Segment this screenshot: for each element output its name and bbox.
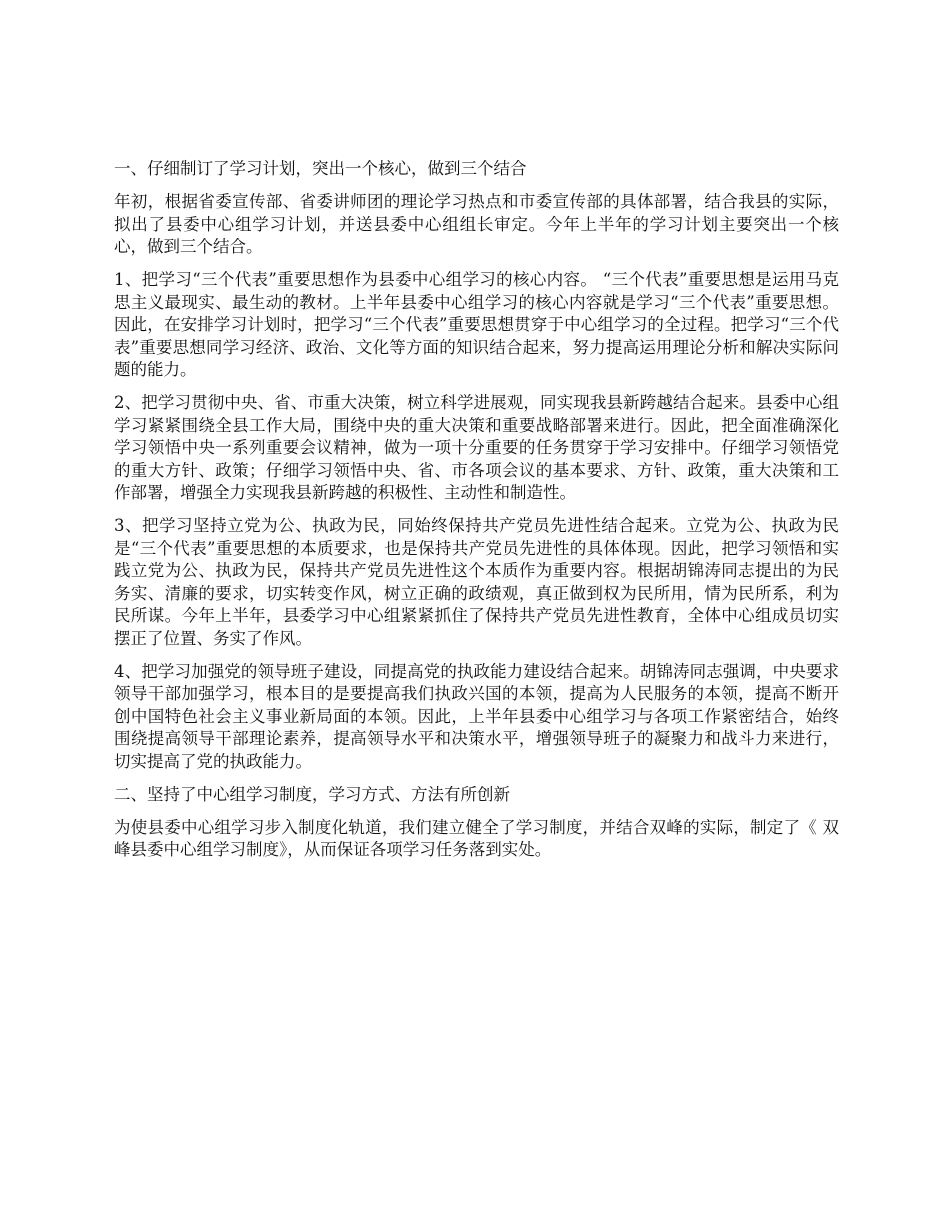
section-heading-2: 二、坚持了中心组学习制度，学习方式、方法有所创新 [114, 784, 510, 804]
paragraph-point-4: 4、把学习加强党的领导班子建设，同提高党的执政能力建设结合起来。胡锦涛同志强调，中央要求领导干部加强学习，根本目的是要提高我们执政兴国的本领，提高为人民服务的本领，提高不断开创中国特色社会主义事业新局面的本领。因此，上半年县委中心组学习与各项工作紧密结合，始终围绕提高领导干部理论素养，提高领导水平和决策水平，增强领导班子的凝聚力和战斗力来进行，切实提高了党的执政能力。 [114, 661, 839, 771]
paragraph-intro: 年初，根据省委宣传部、省委讲师团的理论学习热点和市委宣传部的具体部署，结合我县的实际，拟出了县委中心组学习计划，并送县委中心组组长审定。今年上半年的学习计划主要突出一个核心，做到三个结合。 [114, 192, 839, 256]
document-body [114, 158, 839, 872]
paragraph-point-1: 1、把学习“三个代表”重要思想作为县委中心组学习的核心内容。 “三个代表”重要思想是运用马克思主义最现实、最生动的教材。上半年县委中心组学习的核心内容就是学习“三个代表”重要思想。因此，在安排学习计划时，把学习“三个代表”重要思想贯穿于中心组学习的全过程。把学习“三个代表”重要思想同学习经济、政治、文化等方面的知识结合起来，努力提高运用理论分析和解决实际问题的能力。 [114, 270, 839, 379]
paragraph-point-3: 3、把学习坚持立党为公、执政为民，同始终保持共产党员先进性结合起来。立党为公、执政为民是“三个代表”重要思想的本质要求，也是保持共产党员先进性的具体体现。因此，把学习领悟和实践立党为公、执政为民，保持共产党员先进性这个本质作为重要内容。根据胡锦涛同志提出的为民务实、清廉的要求，切实转变作风，树立正确的政绩观，真正做到权为民所用，情为民所系，利为民所谋。今年上半年，县委学习中心组紧紧抓住了保持共产党员先进性教育，全体中心组成员切实摆正了位置、务实了作风。 [114, 516, 839, 648]
section-heading-1: 一、仔细制订了学习计划，突出一个核心，做到三个结合 [114, 159, 527, 178]
paragraph-point-2: 2、把学习贯彻中央、省、市重大决策，树立科学进展观，同实现我县新跨越结合起来。县委中心组学习紧紧围绕全县工作大局，围绕中央的重大决策和重要战略部署来进行。因此，把全面准确深化学习领悟中央一系列重要会议精神，做为一项十分重要的任务贯穿于学习安排中。仔细学习领悟党的重大方针、政策；仔细学习领悟中央、省、市各项会议的基本要求、方针、政策，重大决策和工作部署，增强全力实现我县新跨越的积极性、主动性和制造性。 [114, 393, 839, 502]
paragraph-study-system: 为使县委中心组学习步入制度化轨道，我们建立健全了学习制度，并结合双峰的实际，制定了《 双峰县委中心组学习制度》，从而保证各项学习任务落到实处。 [114, 817, 839, 859]
